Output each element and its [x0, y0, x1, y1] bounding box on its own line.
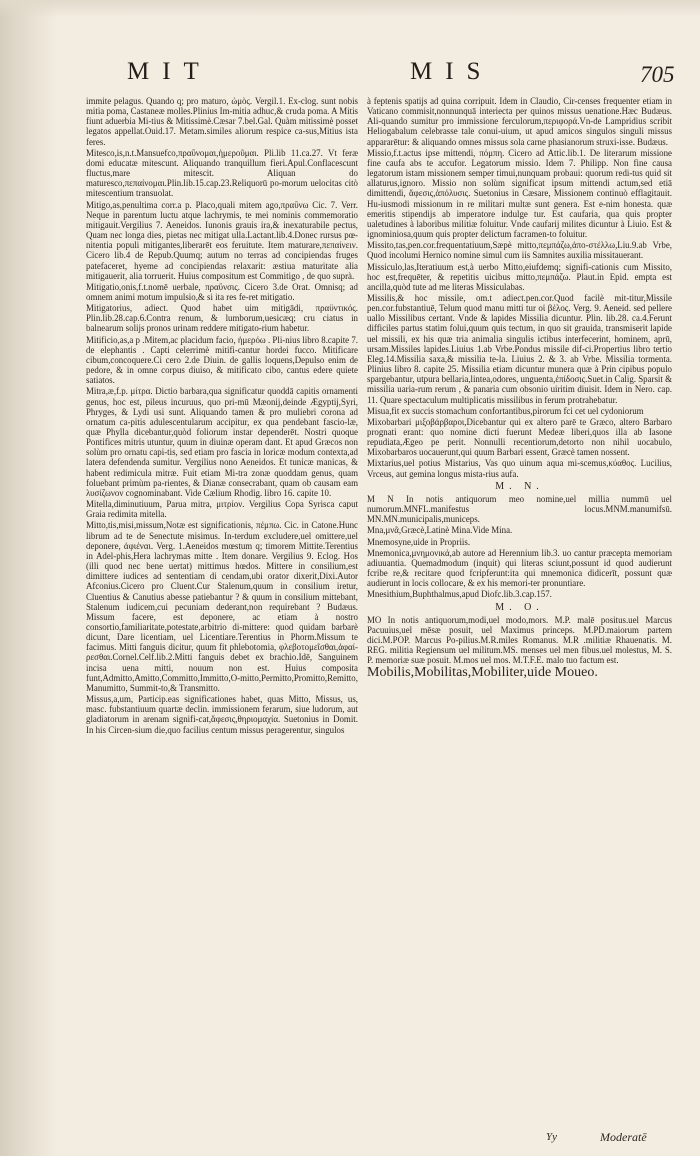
entry-missilis: Missilis,& hoc missile, om.t adiect.pen.cor.Quod facilè mit-titur,Missile pen.cor.fubstantiuē, Telum quod manu mitti tur οἱ βέλος. Verg. 9. Aeneid. sed pellere uallo Missilibus certant. Vnde & lapides Missilia dicuntur. Plin. lib.28. ca.4.Ferunt difficiles partus statim folui,quum quis tectum, in quo sit grauida, transmiserit lapide uel missili, ex his quæ tria animalia singulis ictibus interfecerint, hominem, aprū, ursam.Missiles lapides.Liuius 1.ab Vrbe.Pondus missile dif-ci.Propertius libro tertio Eleg.14.Missilia saxa,& missilia te-la. Liuius 2. & 3. ab Vrbe. Missilia tormenta. Plinius libro 8. capite 25. Missilia etiam dicuntur munera quæ à Prin cipibus populo spargebantur, utpura bellaria,lintea,odores, unguenta,ἐπίδοσις.Suet.in Calig. Sparsit & missilia uaria-rum rerum , & panaria cum obsonio uiritim diuisit. Idem in Nero. cap. 11. Quare spectaculum multiplicatis missilibus in ferum protrahebatur.: [367, 292, 672, 405]
entry-mo: MO In notis antiquorum,modi,uel modo,mors. M.P. malē positus.uel Marcus Pacuuius,uel mēsæ posuit, uel Maximus princeps. M.PD.maiorum partem dici.M.POP. Marcus Po-pilius.M.R.miles Romanus. M.R .militiæ Rhauenatis. M. REG. militia Regiensum uel militum.MS. menses uel men fibus.uel molestus, M. S. P. memoriæ suæ posuit. M.mos uel mos. M.T.F.E. malo tuo factum est.: [367, 614, 672, 666]
entry-mitifico: Mitificio,as,a p .Mitem,ac placidum facio, ἡμερόω . Pli-nius libro 8.capite 7. de elephantis . Capti celerrimè mitifi-cantur hordei fucco. Mitificare cibum,concoquere.Ci cero 2.de Diuin. de gallis loquens,Depulso enim de pedore, & in omne corpus diuiso, & mitificato cibo, cantus edere quiete satiatos.: [86, 334, 358, 386]
entry-mixtarius: Mixtarius,uel potius Mistarius, Vas quo uinum aqua mi-scemus,κύαθος. Lucilius, Vrceus, aut gemina longus mista-rius aufa.: [367, 458, 672, 479]
left-text-column: [86, 96, 358, 1116]
signature-mark: Yy: [546, 1131, 557, 1143]
catchword: Moderatē: [600, 1130, 647, 1144]
entry-missus: Missus,a,um, Particip.eas significationes habet, quas Mitto, Missus, us, masc. fubstantiuum quartæ declin. immissionem ferarum, siue ludorum, aut gladiatorum in arenam signifi-cat,ἄφεσις,θηριομαχία. Suetonius in Domit. In his Circen-sium die,quo facilius centum missus peragerentur, singulos: [86, 694, 358, 735]
entry-mna: Mna,μνᾶ,Græcè,Latinè Mina.Vide Mina.: [367, 525, 513, 536]
entry-misua: Misua,fit ex succis stomachum confortantibus,pirorum fci cet uel cydoniorum: [367, 405, 644, 416]
entry-mitigo: Mitigo,as,penultima corr.a p. Placo,quali mitem ago,πραΰνω Cic. 7. Verr. Neque in parentum luctu atque lachrymis, te mei nominis commemoratio mitigauit.Vergilius 7. Aeneidos. Iunonis grauis ira,& inexaturabile pectus, Quam nec longa dies, pietas nec mitigat ulla.Lactant.lib.4.Donec rursus pœ-nitentia populi mitigantes,liberarēt eos feruitute. Item maturare,πεπαίνειν. Cicero lib.4 de Repub.Quumq; autum no terras ad concipiendas fruges patefaceret, hyeme ad concipiendas relaxarit: æstiua maturitate alia mitigauerit, alia torruerit. Huius compositum est Commitigo , de quo suprà.: [86, 199, 358, 281]
entry-mitigatio: Mitigatio,onis,f.t.nomē uerbale, πραΰνσις. Cicero 3.de Orat. Omnisq; ad omnem animi motum impulsio,& si ita res fe-ret mitigatio.: [86, 281, 358, 302]
entry-immite: immite pelagus. Quando q; pro maturo, ὠμὸς. Vergil.1. Ex-clog. sunt nobis mitia poma, Castaneæ molles.Plinius Im-mitia adhuc,& cruda poma. A Mitis fiunt aduerbia Mi-tius & Mitissimè.Cæsar 7.bel.Gal. Quàm mitissimè posset legatos appellat.Ouid.17. Metam.similes aliorum respice ca-sus,Mitius ista feres.: [86, 96, 358, 147]
page-top-shadow: [0, 0, 700, 18]
entry-mnesithium: Mnesithium,Buphthalmus,apud Diofc.lib.3.cap.157.: [367, 589, 552, 600]
entry-mitella: Mitella,diminutiuum, Parua mitra, μιτρίον. Vergilius Copa Syrisca caput Graia redimita mitella.: [86, 499, 358, 520]
right-text-column: [367, 96, 672, 1116]
running-head-left: MIT: [127, 58, 212, 85]
entry-mitigatorius: Mitigatorius, adiect. Quod habet uim mitigādi, πραϋντικός. Plin.lib.28.cap.6.Contra renum, & lumborum,uesicæq; cru ciatus in balnearum solijs pronos urinam reddere mitigato-rium habetur.: [86, 303, 358, 334]
entry-continuation: à feptenis spatijs ad quina corripuit. Idem in Claudio, Cir-censes frequenter etiam in Vaticano commisit,nonnunquā interiecta per quinos missus uenatione.Hæc Budæus. Ali-quando sumitur pro immissione ferculorum,περιφορά.Vn-de Lampridius scribit Heliogabalum celebrasse tale conui-uium, ut apud amicos singulos singuli missus appararētur: & aliquando omnes missus sola carne phasianorum struxi-isse. Budæus.: [367, 96, 672, 147]
section-heading-mo: M. O.: [495, 601, 544, 613]
entry-mitesco: Mitesco,is,n.t.Mansuefco,πραΰνομαι,ἡμεροῦμαι. Pli.lib 11.ca.27. Vt feræ domi educatæ mitescunt. Aliquando tranquillum fieri.Apul.Conflacescunt fluctus,mare mitescit. Aliquan do maturesco,πεπαίνομαι.Plin.lib.15.cap.23.Reliquorū po-morum uelocitas citò mitescentium transuolat.: [86, 147, 358, 199]
entry-mobilis: Mobilis,Mobilitas,Mobiliter,uide Moueo.: [367, 665, 598, 681]
entry-mn: M N In notis antiquorum meo nomine,uel millia nummū uel numorum.MNFL.manifestus locus.MNM.manumifsū. MN.MN.municipalis,municeps.: [367, 493, 672, 525]
running-head-right: MIS: [410, 58, 494, 85]
entry-mixobarbari: Mixobarbari μιξοβάρβαροι,Dicebantur qui ex altero parē te Græco, altero Barbaro prognati erant: quo nomine dicti fuerunt Medeæ liberi,quos illa ab Iasone repudiata,Ægeo pe perit. Nonnulli recentiorum,detorto non nihil uocabulo, Mixobarbaros uocauerunt,qui quum Barbari essent, Græcè tamen nossent.: [367, 416, 672, 458]
page-number: 705: [640, 62, 675, 87]
entry-mnemosyne: Mnemosyne,uide in Propriis.: [367, 536, 471, 547]
entry-mitto: Mitto,tis,misi,missum,Notæ est significationis, πέμπω. Cic. in Catone.Hunc librum ad te de Senectute misimus. In-terdum excludere,uel omittere,uel deponere, ἀφιέναι. Verg. 1.Aeneidos mœstum q; timorem Mittite.Terentius in Adel-phis,Hera lachrymas mitte . Item donare. Vergilius 9. Eclog. Hos (illi quod nec bene uertat) mittimus hœdos. Mittere in consilium,est dimittere iudices ad sententiam di cendam,ubi orator dixerit,Dixi.Autor Afconius.Cicero pro Cluent.Cur Stalenum,quum in consilium iretur, Cluentius & Canutius abesse patiebantur ? & quum in consilium mittebant, Stalenum iudicem,cui pecuniam dederant,non requirebant ? Budæus. Missum facere, est deponere, ac etiam à nostro consortio,familiaritate,potestate,arbitrio di-mittere: quod quidam barbarè dicunt, Dare licentiam, uel Licentiare.Terentius in Phorm.Missum te facimus. Mitti fanguis dicitur, quum fit phlebotomia, φλεβοτομεῖσθαι,ἀφαί-ρεσθαι.Cornel.Celf.lib.2.Mitti fanguis debet ex brachio.Idē, Sanguinem incisa uena mitti, nouum non est. Huius composita funt,Admitto,Amitto,Committo,Immitto,O-mitto,Permitto,Promitto,Remitto, Manumitto, Summit-to,& Transmitto.: [86, 520, 358, 693]
page-gutter-shadow: [0, 0, 58, 1156]
entry-missio: Missio,f.t.actus ipse mittendi, πόμπη. Cicero ad Attic.lib.1. De literarum missione fine caufa abs te accufor. Legatorum missio. Idem 7. Philipp. Non fine causa legatorum istam missionem semper timui,nunquam probaui: quorum redi-tus quid sit allaturus,ignoro. Missio non solùm significat ipsum mittendi actum,sed etiā dimittendi, ἄφεσις,ἀπόλυσις. Suetonius in Cæsare, Missionem continuò efflagitauit. Hu-iusmodi missionum in re militari multæ sunt genera. Est e-nim honesta. quæ emeritis stipendijs ab imperatore indulge tur. Est caufaria, qua quis propter ualetudines à laboribus militiæ foluitur. Vnde caufarij milites dicuntur à Liuio. Est & ignominiosa,quum quis propter delictum facramen-to foluitur.: [367, 147, 672, 240]
entry-missito: Missito,tas,pen.cor.frequentatiuum,Sæpè mitto,πεμπάζω,ἀπο-στέλλω,Liu.9.ab Vrbe, Quod incolumi Hernico nomine simul cum iis Samnites auxilia missitauerant.: [367, 240, 672, 261]
entry-mnemonica: Mnemonica,μνημονικά,ab autore ad Herennium lib.3. uo cantur præcepta memoriam adiuuantia. Quemadmodum (inquit) qui literas sciunt,possunt id quod audierunt fcribe re,& recitare quod fcripferunt:ita qui mnemonica didicerīt, possunt quæ audierunt in locis collocare, & ex his memori-ter pronuntiare.: [367, 547, 672, 589]
section-heading-mn: M. N.: [495, 480, 544, 492]
entry-missiculo: Missiculo,las,Iteratiuum est,à uerbo Mitto,eiufdemq; signifi-cationis cum Missito, hoc est,frequēter, & repetitis uicibus mitto,πεμπάζω. Plaut.in Epid. empta est ancilla,quòd tute ad me literas Missiculabas.: [367, 261, 672, 292]
entry-mitra: Mitra,æ,f.p. μίτρα. Dictio barbara,qua significatur quoddā capitis ornamenti genus, hoc est, pileus incuruus, quo pri-mū Mæonij,deinde Ægyptij,Syri, Phryges, & Lydi usi sunt. Aliquando tamen & pro muliebri corona ad ornatum ca-pitis adulescentularum accipitur, ex qua pendebant fascio-læ, quæ Phylla dicebantur,quòd foliorum instar dependerēt. Nostri quoque Pontifices mitris utuntur, quum in diuinæ operam dant. Et apud Græcos non solùm pro ornatu capi-tis, sed etiam pro fascia in loricæ modum contexta,ad latera defendenda sumitur. Vergilius nono Aeneidos. Et tunicæ manicas, & habent redimicula mitræ. Fuit etiam Mi-tra zonæ quoddam genus, quam foluebant primùm pa-rientes, & Dianæ consecrabant, quam ob causam eam λυσίζωνον cognominabant. Vide Cælium Rhodig. libro 16. capite 10.: [86, 386, 358, 498]
